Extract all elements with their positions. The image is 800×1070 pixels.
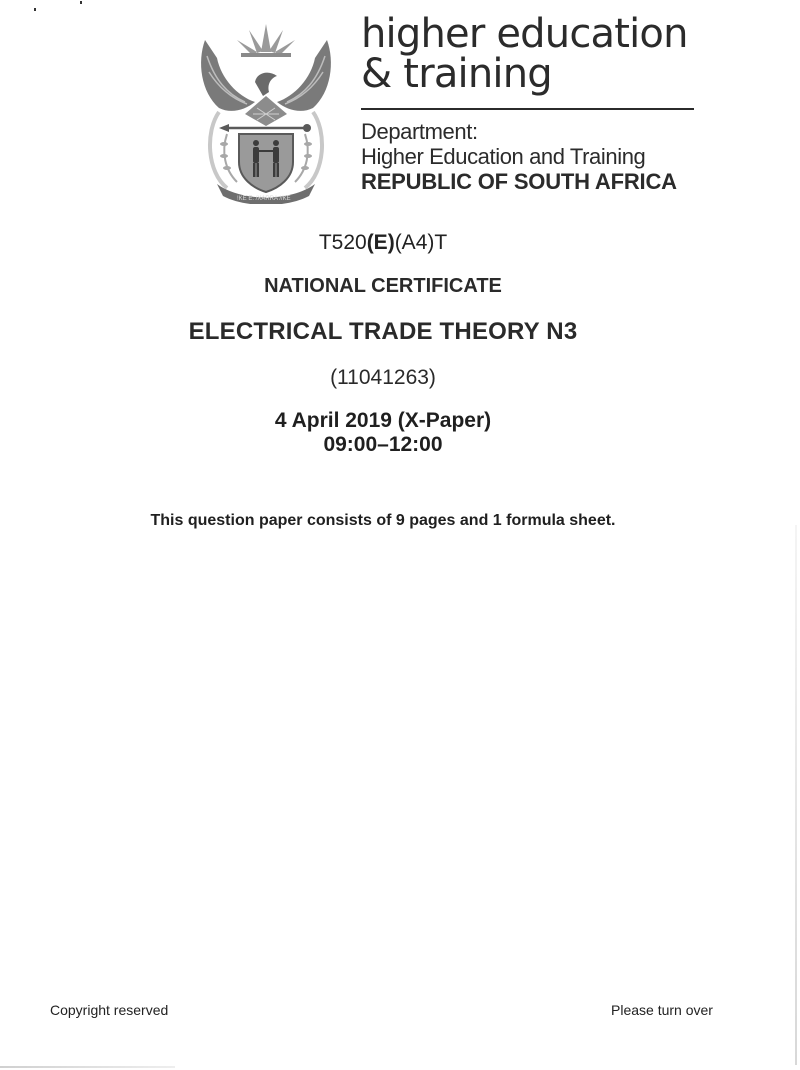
paper-code	[0, 231, 766, 255]
brand-line-1: higher education	[361, 11, 688, 57]
exam-date: 4 April 2019 (X-Paper)	[274, 409, 492, 432]
page-count-note: This question paper consists of 9 pages and 1 formula sheet.	[150, 512, 616, 529]
brand-divider	[361, 108, 694, 110]
page-edge-shadow	[795, 525, 797, 1065]
page-edge-shadow	[0, 1066, 175, 1068]
brand-line-2: & training	[361, 51, 552, 97]
scan-mark	[80, 1, 82, 4]
paper-code-language: (E)	[366, 231, 395, 254]
south-africa-coat-of-arms-icon	[197, 22, 335, 204]
subject-title: ELECTRICAL TRADE THEORY N3	[188, 318, 578, 345]
department-name: Higher Education and Training	[361, 144, 646, 169]
turn-over-notice: Please turn over	[611, 1002, 713, 1018]
paper-code-suffix: (A4)T	[394, 231, 448, 254]
exam-time: 09:00–12:00	[323, 433, 443, 456]
department-label: Department:	[361, 119, 478, 144]
svg-text:!KE E: /XARRA //KE: !KE E: /XARRA //KE	[237, 196, 291, 202]
subject-code: (11041263)	[330, 366, 436, 389]
department-brand	[361, 11, 697, 194]
scan-mark	[34, 8, 36, 11]
copyright-notice: Copyright reserved	[50, 1002, 169, 1018]
certificate-title: NATIONAL CERTIFICATE	[264, 275, 502, 297]
paper-code-prefix: T520	[318, 231, 367, 254]
country-name: REPUBLIC OF SOUTH AFRICA	[361, 169, 677, 194]
